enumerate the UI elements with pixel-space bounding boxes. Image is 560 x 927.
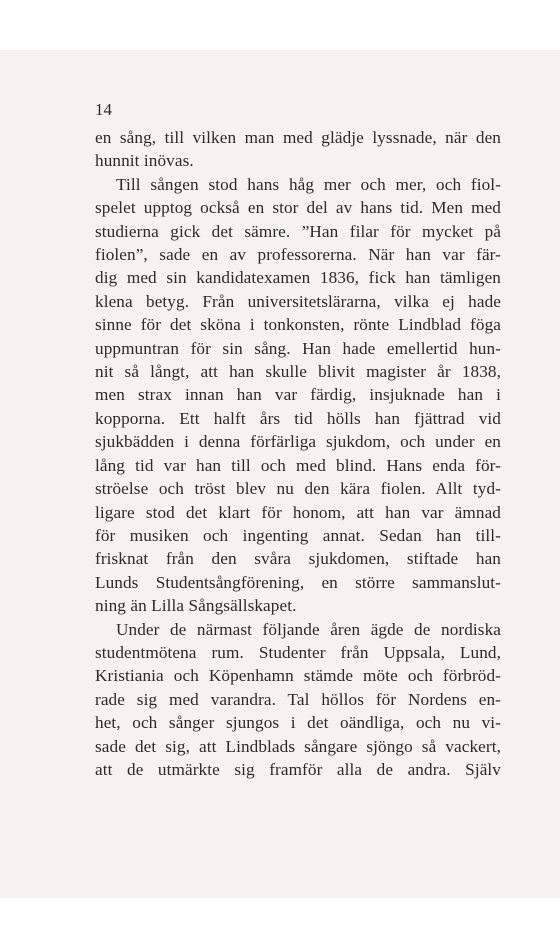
page-number: 14 <box>95 100 112 119</box>
text-line: studierna gick det sämre. ”Han filar för mycket på <box>95 221 501 241</box>
text-line: lång tid var han till och med blind. Hans enda för- <box>95 455 501 475</box>
book-page <box>0 50 560 898</box>
text-line: Till sången stod hans håg mer och mer, och fiol- <box>116 174 501 194</box>
text-line: kopporna. Ett halft års tid hölls han fjättrad vid <box>95 408 501 428</box>
text-line: hunnit inövas. <box>95 151 194 171</box>
text-line: dig med sin kandidatexamen 1836, fick han tämligen <box>95 268 501 288</box>
text-line: Under de närmast följande åren ägde de nordiska <box>116 619 501 639</box>
text-line: en sång, till vilken man med glädje lyssnade, när den <box>95 128 501 147</box>
text-line: ning än Lilla Sångsällskapet. <box>95 596 297 616</box>
text-line: uppmuntran för sin sång. Han hade emellertid hun- <box>95 338 501 358</box>
body-text <box>95 126 501 781</box>
text-line: ligare stod det klart för honom, att han var ämnad <box>95 502 501 522</box>
text-line: sade det sig, att Lindblads sångare sjöngo så vackert, <box>95 736 501 756</box>
text-line: spelet upptog också en stor del av hans tid. Men med <box>95 198 501 218</box>
text-line: ströelse och tröst blev nu den kära fiolen. Allt tyd- <box>95 479 501 499</box>
text-line: Kristiania och Köpenhamn stämde möte och förbröd- <box>95 666 501 686</box>
text-line: sinne för det sköna i tonkonsten, rönte Lindblad föga <box>95 315 501 335</box>
text-line: studentmötena rum. Studenter från Uppsala, Lund, <box>95 642 501 662</box>
text-line: sjukbädden i denna förfärliga sjukdom, och under en <box>95 432 501 452</box>
text-line: klena betyg. Från universitetslärarna, vilka ej hade <box>95 291 501 311</box>
text-line: nit så långt, att han skulle blivit magister år 1838, <box>95 362 501 382</box>
text-line: het, och sånger sjungos i det oändliga, och nu vi- <box>95 713 501 733</box>
text-line: rade sig med varandra. Tal höllos för Nordens en- <box>95 689 501 709</box>
text-line: men strax innan han var färdig, insjuknade han i <box>95 385 501 405</box>
text-line: Lunds Studentsångförening, en större sammanslut- <box>95 572 501 592</box>
text-line: för musiken och ingenting annat. Sedan han till- <box>95 525 501 545</box>
text-line: fiolen”, sade en av professorerna. När han var fär- <box>95 245 501 265</box>
text-line: frisknat från den svåra sjukdomen, stiftade han <box>95 549 501 569</box>
text-line: att de utmärkte sig framför alla de andra. Själv <box>95 759 501 779</box>
